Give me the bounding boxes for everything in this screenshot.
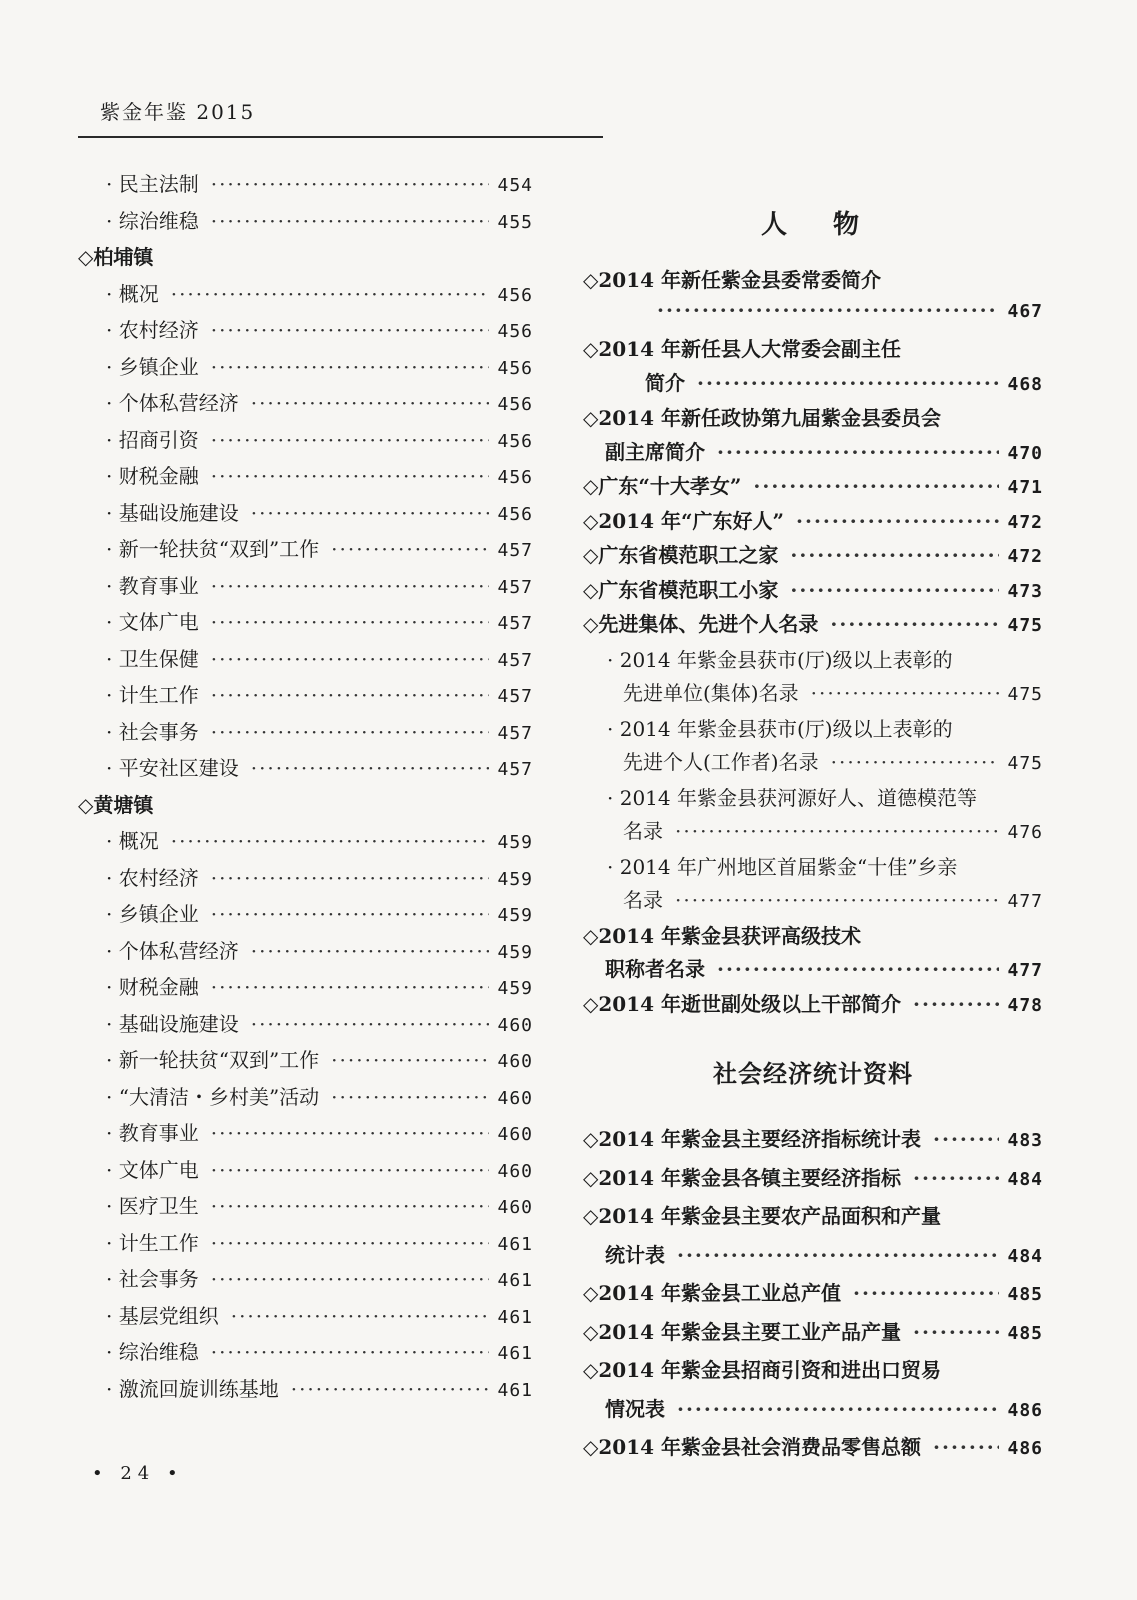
- toc-entry[interactable]: [78, 460, 533, 497]
- toc-entry[interactable]: [78, 351, 533, 388]
- page-number: 470: [1007, 442, 1043, 464]
- dot-leader: [251, 756, 490, 780]
- page-number: 459: [497, 941, 533, 963]
- toc-entry-title-cont: 情况表: [605, 1396, 665, 1421]
- toc-section-heading[interactable]: [78, 241, 533, 278]
- toc-entry-title: · 文体广电: [106, 1154, 199, 1183]
- toc-entry[interactable]: [78, 679, 533, 716]
- dot-leader: [933, 1120, 999, 1159]
- page-number: 456: [497, 357, 533, 379]
- toc-entry-title: · 基础设施建设: [106, 1008, 239, 1037]
- toc-entry-title: ◇ 2014 年紫金县各镇主要经济指标: [583, 1159, 901, 1198]
- header-rule: [78, 136, 603, 138]
- page-number: 486: [1007, 1438, 1043, 1459]
- toc-entry[interactable]: [78, 314, 533, 351]
- toc-entry[interactable]: [583, 1120, 1043, 1159]
- toc-entry[interactable]: [78, 1117, 533, 1154]
- toc-subentry-title-cont: 先进单位(集体)名录: [623, 681, 799, 705]
- dot-leader: [211, 318, 490, 342]
- toc-entry-title: · 综治维稳: [106, 205, 199, 234]
- toc-entry[interactable]: [78, 606, 533, 643]
- toc-subentry-title: · 2014 年广州地区首届紫金“十佳”乡亲: [607, 850, 1043, 885]
- page-number: 476: [1007, 822, 1043, 843]
- page-number: 456: [497, 430, 533, 452]
- toc-entry[interactable]: [78, 1336, 533, 1373]
- page-number: 485: [1007, 1284, 1043, 1305]
- toc-entry[interactable]: [78, 716, 533, 753]
- dot-leader: [753, 474, 999, 498]
- page-number: 460: [497, 1014, 533, 1036]
- page-number: 461: [497, 1233, 533, 1255]
- toc-entry[interactable]: [78, 1373, 533, 1410]
- page-number: 468: [1007, 373, 1043, 395]
- toc-entry[interactable]: [78, 898, 533, 935]
- dot-leader: [697, 371, 999, 395]
- dot-leader: [675, 819, 999, 843]
- dot-leader: [675, 888, 999, 912]
- page-number: 457: [497, 540, 533, 561]
- toc-subentry[interactable]: [583, 712, 1043, 781]
- page-number: 457: [497, 613, 533, 634]
- page-number: 484: [1007, 1168, 1043, 1190]
- dot-leader: [211, 902, 490, 926]
- dot-leader: [211, 1267, 490, 1291]
- toc-entry-title: · 个体私营经济: [106, 387, 239, 416]
- page-number: 471: [1007, 477, 1043, 498]
- left-column: [78, 168, 533, 1409]
- toc-entry[interactable]: [583, 1351, 1043, 1428]
- toc-entry[interactable]: [78, 643, 533, 680]
- dot-leader: [913, 1159, 999, 1198]
- toc-subentry-title: · 2014 年紫金县获市(厅)级以上表彰的: [607, 712, 1043, 747]
- toc-subentry[interactable]: [583, 781, 1043, 850]
- page-number: 485: [1007, 1322, 1043, 1344]
- toc-entry-title: ◇ 广东“十大孝女”: [583, 470, 741, 499]
- toc-entry[interactable]: [583, 1159, 1043, 1198]
- statistics-list: [583, 1120, 1043, 1467]
- toc-entry[interactable]: [583, 505, 1043, 540]
- toc-entry-title: · 计生工作: [106, 1227, 199, 1256]
- dot-leader: [796, 509, 999, 533]
- dot-leader: [331, 1048, 489, 1072]
- page-number: 475: [1007, 753, 1043, 774]
- page-number: 461: [497, 1306, 533, 1328]
- toc-entry[interactable]: [78, 1044, 533, 1081]
- toc-entry[interactable]: [583, 1274, 1043, 1313]
- toc-entry-title: ◇ 2014 年紫金县主要农产品面积和产量: [583, 1197, 1043, 1236]
- dot-leader: [717, 440, 999, 464]
- toc-entry[interactable]: [78, 1227, 533, 1264]
- toc-entry[interactable]: [78, 424, 533, 461]
- page-number: 457: [497, 759, 533, 780]
- toc-entry[interactable]: [583, 263, 1043, 332]
- toc-entry-title: · 农村经济: [106, 862, 199, 891]
- dot-leader: [211, 428, 490, 452]
- dot-leader: [331, 537, 489, 561]
- dot-leader: [211, 1121, 490, 1145]
- page-number: 461: [497, 1379, 533, 1401]
- dot-leader: [717, 957, 999, 981]
- page-number: 484: [1007, 1245, 1043, 1267]
- toc-section-heading[interactable]: [78, 789, 533, 826]
- toc-entry-title: · 新一轮扶贫“双到”工作: [106, 1044, 319, 1073]
- dot-leader: [811, 681, 1000, 705]
- toc-entry-title: ◇ 先进集体、先进个人名录: [583, 608, 818, 637]
- toc-subentry-title-cont: 名录: [623, 888, 663, 912]
- dot-leader: [933, 1428, 999, 1467]
- dot-leader: [831, 750, 1000, 774]
- toc-entry-title: ◇ 广东省模范职工之家: [583, 539, 778, 568]
- page-number: 467: [1007, 300, 1043, 322]
- toc-entry-title: · 乡镇企业: [106, 898, 199, 927]
- toc-entry-title: · 教育事业: [106, 570, 199, 599]
- toc-entry[interactable]: [583, 401, 1043, 470]
- dot-leader: [211, 647, 490, 671]
- dot-leader: [913, 992, 999, 1016]
- toc-entry-title: · 激流回旋训练基地: [106, 1373, 279, 1402]
- toc-entry[interactable]: [78, 168, 533, 205]
- page-number: 454: [497, 175, 533, 196]
- dot-leader: [790, 578, 999, 602]
- toc-entry-title: ◇ 2014 年“广东好人”: [583, 505, 784, 534]
- page-number: 472: [1007, 511, 1043, 533]
- dot-leader: [657, 298, 999, 322]
- dot-leader: [211, 720, 490, 744]
- toc-entry-title: ◇ 2014 年新任县人大常委会副主任: [583, 332, 1043, 367]
- page-number: 460: [497, 1124, 533, 1145]
- page-number: 478: [1007, 994, 1043, 1016]
- page-number: 461: [497, 1343, 533, 1364]
- dot-leader: [211, 1158, 490, 1182]
- toc-entry[interactable]: [78, 1263, 533, 1300]
- dot-leader: [211, 574, 490, 598]
- toc-entry[interactable]: [583, 1197, 1043, 1274]
- dot-leader: [830, 612, 999, 636]
- dot-leader: [677, 1390, 999, 1429]
- dot-leader: [211, 209, 490, 233]
- toc-entry-title: · 农村经济: [106, 314, 199, 343]
- page-number: 473: [1007, 580, 1043, 602]
- page-number: 457: [497, 649, 533, 671]
- toc-subentry-title-cont: 名录: [623, 819, 663, 843]
- toc-entry[interactable]: [583, 470, 1043, 505]
- page-number: 460: [497, 1160, 533, 1182]
- toc-entry-title: · 文体广电: [106, 606, 199, 635]
- page-number: 457: [497, 722, 533, 744]
- dot-leader: [211, 866, 490, 890]
- page-number: 456: [497, 321, 533, 342]
- toc-entry-title: ◇ 2014 年新任政协第九届紫金县委员会: [583, 401, 1043, 436]
- page-number: 475: [1007, 615, 1043, 636]
- toc-entry[interactable]: [78, 1081, 533, 1118]
- toc-entry[interactable]: [78, 1190, 533, 1227]
- toc-subentry-title: · 2014 年紫金县获市(厅)级以上表彰的: [607, 643, 1043, 678]
- toc-entry-title: · 个体私营经济: [106, 935, 239, 964]
- toc-entry-title: ◇ 2014 年紫金县社会消费品零售总额: [583, 1428, 921, 1467]
- toc-entry-title-cont: 副主席简介: [605, 439, 705, 464]
- page-number: 456: [497, 284, 533, 306]
- dot-leader: [853, 1274, 999, 1313]
- page-number: 456: [497, 503, 533, 525]
- toc-entry-title: · 社会事务: [106, 1263, 199, 1292]
- toc-subentry-title: · 2014 年紫金县获河源好人、道德模范等: [607, 781, 1043, 816]
- toc-entry[interactable]: [583, 919, 1043, 988]
- toc-entry-title: · 社会事务: [106, 716, 199, 745]
- page-number: 472: [1007, 546, 1043, 567]
- toc-entry[interactable]: [78, 1154, 533, 1191]
- dot-leader: [211, 683, 490, 707]
- toc-entry-title: ◇ 2014 年紫金县招商引资和进出口贸易: [583, 1351, 1043, 1390]
- page-number: 459: [497, 905, 533, 926]
- page-number: 477: [1007, 960, 1043, 981]
- toc-entry-title: ◇ 2014 年紫金县获评高级技术: [583, 919, 1043, 954]
- toc-entry-title: ◇ 黄塘镇: [78, 789, 153, 818]
- dot-leader: [211, 610, 490, 634]
- toc-entry-title: · 基础设施建设: [106, 497, 239, 526]
- page-number: 483: [1007, 1130, 1043, 1151]
- toc-entry-title: · 招商引资: [106, 424, 199, 453]
- dot-leader: [171, 829, 490, 853]
- page-number: 486: [1007, 1399, 1043, 1421]
- toc-entry[interactable]: [78, 862, 533, 899]
- toc-subentry-title-cont: 先进个人(工作者)名录: [623, 750, 819, 774]
- toc-entry-title: ◇ 2014 年紫金县主要经济指标统计表: [583, 1120, 921, 1159]
- toc-entry-title: ◇ 2014 年紫金县工业总产值: [583, 1274, 841, 1313]
- toc-entry-title: · 基层党组织: [106, 1300, 219, 1329]
- dot-leader: [211, 1340, 490, 1364]
- section-title-people: 人物: [760, 210, 905, 240]
- toc-entry-title: · 教育事业: [106, 1117, 199, 1146]
- dot-leader: [291, 1377, 490, 1401]
- dot-leader: [211, 1231, 490, 1255]
- dot-leader: [251, 501, 490, 525]
- toc-entry[interactable]: [78, 387, 533, 424]
- dot-leader: [251, 391, 490, 415]
- toc-entry-title-cont: 简介: [645, 370, 685, 395]
- dot-leader: [251, 939, 490, 963]
- page-number: 460: [497, 1051, 533, 1072]
- page-number: 456: [497, 394, 533, 415]
- toc-entry-title: ◇ 柏埔镇: [78, 241, 153, 270]
- dot-leader: [913, 1313, 999, 1352]
- right-column: [583, 195, 1043, 1467]
- toc-entry-title: · 民主法制: [106, 168, 199, 197]
- toc-entry-title: · 医疗卫生: [106, 1190, 199, 1219]
- toc-entry-title: · 新一轮扶贫“双到”工作: [106, 533, 319, 562]
- dot-leader: [677, 1236, 999, 1275]
- page-number: 457: [497, 576, 533, 598]
- toc-entry[interactable]: [583, 1428, 1043, 1467]
- toc-entry[interactable]: [78, 825, 533, 862]
- page-number: 460: [497, 1197, 533, 1218]
- toc-entry[interactable]: [78, 1008, 533, 1045]
- dot-leader: [231, 1304, 490, 1328]
- dot-leader: [211, 975, 490, 999]
- toc-entry-title-cont: 统计表: [605, 1242, 665, 1267]
- toc-entry[interactable]: [78, 497, 533, 534]
- toc-subentry[interactable]: [583, 643, 1043, 712]
- toc-entry-title: ◇ 2014 年逝世副处级以上干部简介: [583, 988, 901, 1017]
- toc-entry-title: ◇ 2014 年紫金县主要工业产品产量: [583, 1313, 901, 1352]
- toc-entry[interactable]: [583, 608, 1043, 643]
- page-number: 477: [1007, 891, 1043, 912]
- page-number: 459: [497, 978, 533, 999]
- page-number: 455: [497, 211, 533, 233]
- toc-entry-title: · 概况: [106, 825, 159, 854]
- toc-entry[interactable]: [78, 570, 533, 607]
- toc-entry-title: · 卫生保健: [106, 643, 199, 672]
- toc-entry[interactable]: [583, 332, 1043, 401]
- page-number: 459: [497, 832, 533, 853]
- page-footer-number: • 24 •: [92, 1463, 184, 1484]
- toc-entry[interactable]: [78, 935, 533, 972]
- page-number: 460: [497, 1087, 533, 1109]
- dot-leader: [211, 172, 490, 196]
- toc-entry-title: · 计生工作: [106, 679, 199, 708]
- toc-entry-title: · 财税金融: [106, 971, 199, 1000]
- toc-entry-title: · 乡镇企业: [106, 351, 199, 380]
- toc-entry[interactable]: [583, 574, 1043, 609]
- dot-leader: [331, 1085, 489, 1109]
- dot-leader: [251, 1012, 490, 1036]
- toc-entry-title: · 概况: [106, 278, 159, 307]
- running-header: 紫金年鉴 2015: [100, 100, 256, 124]
- toc-entry[interactable]: [78, 971, 533, 1008]
- toc-entry-title-cont: 职称者名录: [605, 957, 705, 981]
- toc-entry[interactable]: [78, 1300, 533, 1337]
- toc-entry[interactable]: [583, 539, 1043, 574]
- section-title-statistics: 社会经济统计资料: [713, 1059, 913, 1088]
- toc-entry[interactable]: [78, 205, 533, 242]
- toc-entry-title: · 平安社区建设: [106, 752, 239, 781]
- toc-entry-title: ◇ 2014 年新任紫金县委常委简介: [583, 263, 1043, 298]
- toc-entry-title: · “大清洁・乡村美”活动: [106, 1081, 319, 1110]
- toc-entry[interactable]: [78, 278, 533, 315]
- page-number: 459: [497, 868, 533, 890]
- toc-entry-title: · 财税金融: [106, 460, 199, 489]
- toc-entry-title: · 综治维稳: [106, 1336, 199, 1365]
- dot-leader: [211, 1194, 490, 1218]
- page-number: 457: [497, 686, 533, 707]
- toc-subentry[interactable]: [583, 850, 1043, 919]
- dot-leader: [211, 355, 490, 379]
- page-number: 456: [497, 467, 533, 488]
- dot-leader: [171, 282, 490, 306]
- page-number-value: 24: [120, 1463, 156, 1484]
- toc-entry-title: ◇ 广东省模范职工小家: [583, 574, 778, 603]
- toc-entry[interactable]: [78, 752, 533, 789]
- page-number: 475: [1007, 684, 1043, 705]
- toc-entry[interactable]: [583, 1313, 1043, 1352]
- dot-leader: [790, 543, 999, 567]
- toc-entry[interactable]: [583, 988, 1043, 1023]
- toc-entry[interactable]: [78, 533, 533, 570]
- page-number: 461: [497, 1270, 533, 1291]
- dot-leader: [211, 464, 490, 488]
